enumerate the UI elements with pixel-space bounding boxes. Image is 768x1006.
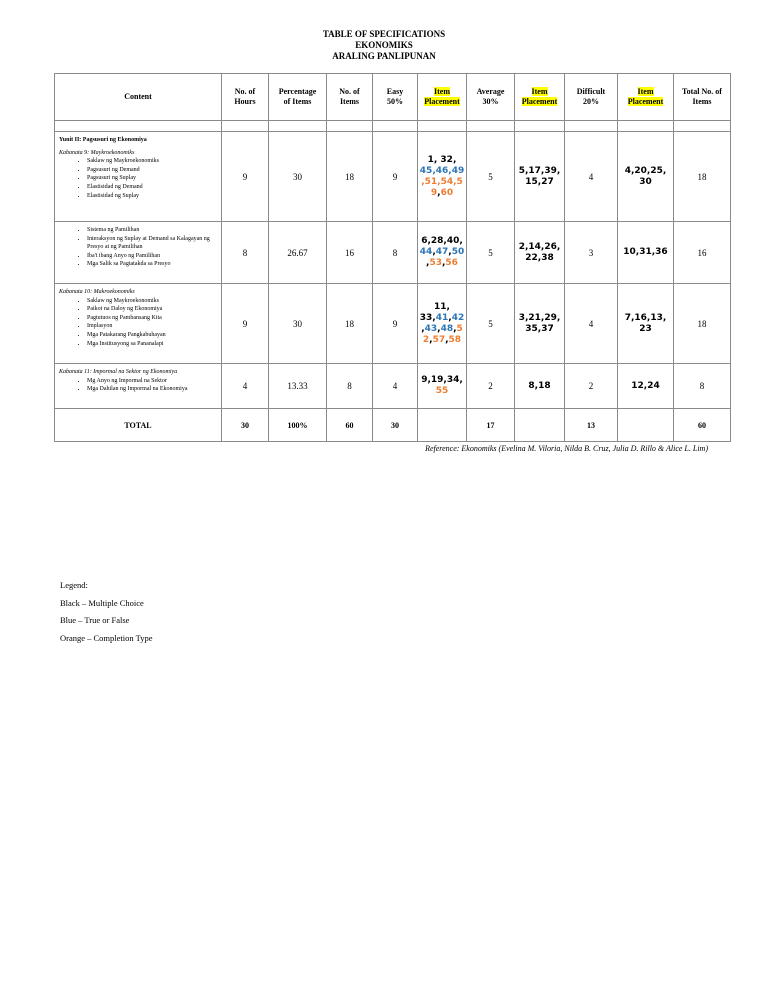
unit-title: Yunit II: Pagsusuri ng Ekonomiya xyxy=(59,137,147,143)
legend-item-orange: Orange – Completion Type xyxy=(60,632,153,643)
average-cell: 5 xyxy=(467,132,515,222)
header-total-items: Total No. of Items xyxy=(674,74,731,121)
percentage-cell: 30 xyxy=(269,284,327,364)
total-average: 17 xyxy=(467,409,515,442)
total-items-cell: 18 xyxy=(674,132,731,222)
reference-note: Reference: Ekonomiks (Evelina M. Viloria, Nilda B. Cruz, Julia D. Rillo & Alice L. Lim) xyxy=(425,444,708,453)
difficult-placement-cell: 4,20,25, 30 xyxy=(618,132,674,222)
topic-list xyxy=(59,157,217,200)
chapter-title: Kabanata 11: Impormal na Sektor ng Ekonomiya xyxy=(59,369,178,375)
easy-cell: 8 xyxy=(373,222,418,284)
header-difficult: Difficult 20% xyxy=(565,74,618,121)
easy-placement-cell: 11, 33,41,42 ,43,48,5 2,57,58 xyxy=(418,284,467,364)
total-items-cell: 8 xyxy=(674,364,731,409)
list-item: • Paikot na Daloy ng Ekonomiya xyxy=(87,305,217,314)
list-item: • Iba't ibang Anyo ng Pamilihan xyxy=(87,252,217,261)
percentage-cell: 30 xyxy=(269,132,327,222)
easy-cell: 9 xyxy=(373,284,418,364)
title-line-1: TABLE OF SPECIFICATIONS xyxy=(322,29,446,39)
header-content: Content xyxy=(55,74,222,121)
topic-list xyxy=(59,297,217,349)
difficult-cell: 4 xyxy=(565,284,618,364)
header-items: No. of Items xyxy=(327,74,373,121)
average-placement-cell: 2,14,26, 22,38 xyxy=(515,222,565,284)
table-row xyxy=(55,284,731,364)
title-line-3: ARALING PANLIPUNAN xyxy=(332,51,436,61)
header-percentage: Percentage of Items xyxy=(269,74,327,121)
easy-cell: 4 xyxy=(373,364,418,409)
legend-title: Legend: xyxy=(60,580,88,590)
items-cell: 16 xyxy=(327,222,373,284)
header-average: Average 30% xyxy=(467,74,515,121)
total-items: 60 xyxy=(327,409,373,442)
average-cell: 5 xyxy=(467,222,515,284)
total-hours: 30 xyxy=(222,409,269,442)
total-percentage: 100% xyxy=(269,409,327,442)
table-row xyxy=(55,364,731,409)
total-difficult-placement xyxy=(618,409,674,442)
hours-cell: 9 xyxy=(222,132,269,222)
difficult-placement-cell: 7,16,13, 23 xyxy=(618,284,674,364)
average-placement-cell: 3,21,29, 35,37 xyxy=(515,284,565,364)
hours-cell: 9 xyxy=(222,284,269,364)
list-item: • Interaksyon ng Suplay at Demand sa Kalagayan ng Presyo at ng Pamilihan xyxy=(87,235,217,252)
list-item: • Pagsusuri ng Suplay xyxy=(87,174,217,183)
difficult-cell: 4 xyxy=(565,132,618,222)
table-row xyxy=(55,132,731,222)
list-item: • Implasyon xyxy=(87,322,217,331)
percentage-cell: 26.67 xyxy=(269,222,327,284)
legend xyxy=(60,577,153,647)
list-item: • Mga Salik sa Pagtatakda sa Presyo xyxy=(87,260,217,269)
content-cell xyxy=(55,132,222,222)
difficult-cell: 2 xyxy=(565,364,618,409)
total-easy: 30 xyxy=(373,409,418,442)
items-cell: 18 xyxy=(327,284,373,364)
document-title xyxy=(0,29,768,62)
list-item: • Mga Dahilan ng Impormal na Ekonomiya xyxy=(87,385,217,394)
content-cell xyxy=(55,284,222,364)
list-item: • Saklaw ng Maykroekonomiks xyxy=(87,157,217,166)
total-label: TOTAL xyxy=(55,409,222,442)
title-line-2: EKONOMIKS xyxy=(355,40,413,50)
average-cell: 5 xyxy=(467,284,515,364)
easy-cell: 9 xyxy=(373,132,418,222)
header-placement-easy: Item Placement xyxy=(418,74,467,121)
total-difficult: 13 xyxy=(565,409,618,442)
difficult-placement-cell: 12,24 xyxy=(618,364,674,409)
difficult-cell: 3 xyxy=(565,222,618,284)
list-item: • Mga Institusyong sa Pananalapi xyxy=(87,340,217,349)
list-item: • Mg Anyo ng Impormal na Sektor xyxy=(87,377,217,386)
list-item: • Pagtutuos ng Pambansang Kita xyxy=(87,314,217,323)
table-row xyxy=(55,222,731,284)
hours-cell: 4 xyxy=(222,364,269,409)
header-placement-difficult: Item Placement xyxy=(618,74,674,121)
list-item: • Elastisidad ng Suplay xyxy=(87,192,217,201)
easy-placement-cell: 9,19,34, 55 xyxy=(418,364,467,409)
topic-list xyxy=(59,226,217,269)
header-hours: No. of Hours xyxy=(222,74,269,121)
header-easy: Easy 50% xyxy=(373,74,418,121)
items-cell: 8 xyxy=(327,364,373,409)
total-items-cell: 18 xyxy=(674,284,731,364)
legend-item-blue: Blue – True or False xyxy=(60,615,130,625)
average-cell: 2 xyxy=(467,364,515,409)
total-average-placement xyxy=(515,409,565,442)
spacer-row xyxy=(55,121,731,132)
average-placement-cell: 8,18 xyxy=(515,364,565,409)
content-cell xyxy=(55,364,222,409)
average-placement-cell: 5,17,39, 15,27 xyxy=(515,132,565,222)
total-total: 60 xyxy=(674,409,731,442)
list-item: • Elastisidad ng Demand xyxy=(87,183,217,192)
total-easy-placement xyxy=(418,409,467,442)
list-item: • Pagsusuri ng Demand xyxy=(87,166,217,175)
chapter-title: Kabanata 9: Maykroekonomiks xyxy=(59,149,135,156)
content-cell xyxy=(55,222,222,284)
easy-placement-cell: 1, 32, 45,46,49 ,51,54,5 9,60 xyxy=(418,132,467,222)
list-item: • Sistema ng Pamilihan xyxy=(87,226,217,235)
specifications-table xyxy=(54,73,731,442)
percentage-cell: 13.33 xyxy=(269,364,327,409)
items-cell: 18 xyxy=(327,132,373,222)
topic-list xyxy=(59,377,217,394)
difficult-placement-cell: 10,31,36 xyxy=(618,222,674,284)
hours-cell: 8 xyxy=(222,222,269,284)
easy-placement-cell: 6,28,40, 44,47,50 ,53,56 xyxy=(418,222,467,284)
header-row xyxy=(55,74,731,121)
list-item: • Mga Patakarang Pangkabuhayan xyxy=(87,331,217,340)
chapter-title: Kabanata 10: Makroekonomiks xyxy=(59,289,135,295)
list-item: • Saklaw ng Maykroekonomiks xyxy=(87,297,217,306)
total-row xyxy=(55,409,731,442)
total-items-cell: 16 xyxy=(674,222,731,284)
legend-item-black: Black – Multiple Choice xyxy=(60,597,144,608)
header-placement-average: Item Placement xyxy=(515,74,565,121)
